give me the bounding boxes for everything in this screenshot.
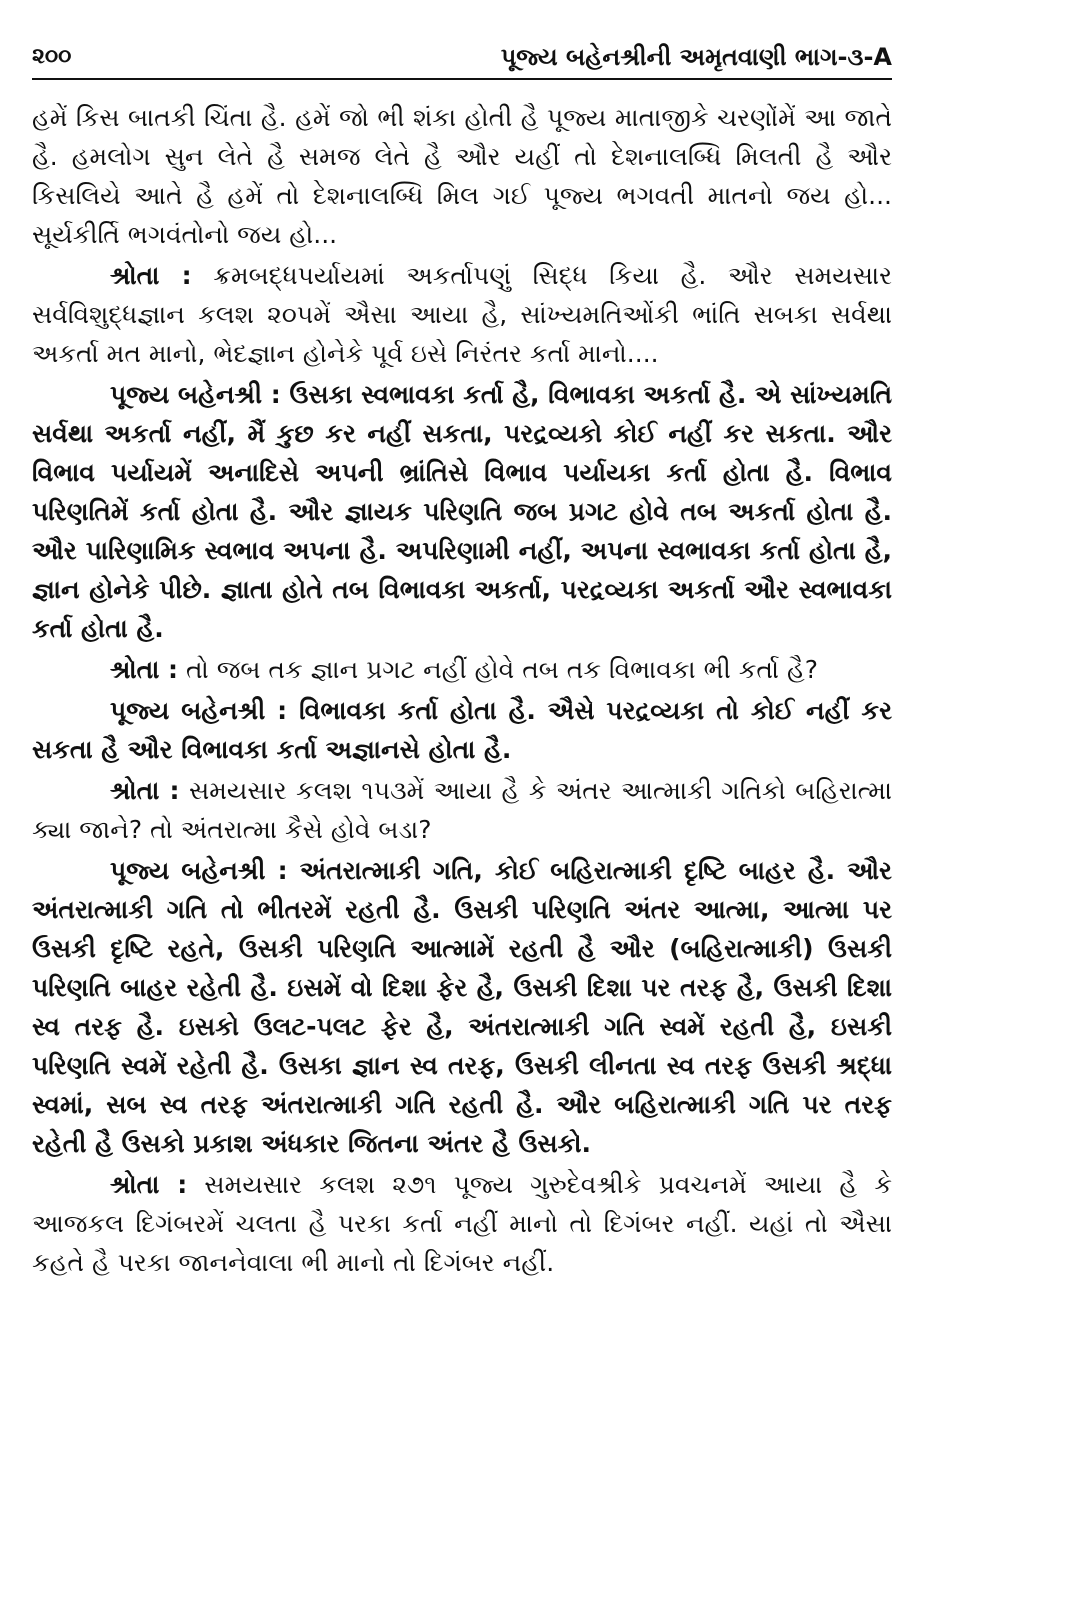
page-number: ૨૦૦ — [32, 44, 72, 69]
paragraph-text: સમયસાર કલશ ૨૭૧ પૂજ્ય ગુરુદેવશ્રીકે પ્રવચનમેં આયા હૈ કે આજકલ દિગંબરમેં ચલતા હૈ પરકા કર્તા નહીં માનો તો દિગંબર નહીં. યહાં તો ઐસા કહતે હૈ પરકા જાનનેવાલા ભી માનો તો દિગંબર નહીં. — [32, 1170, 892, 1277]
paragraph-listener-question — [32, 1165, 892, 1282]
page-body — [32, 98, 892, 1282]
paragraph-intro — [32, 98, 892, 254]
paragraph-listener-question — [32, 650, 892, 689]
running-header — [32, 40, 892, 80]
paragraph-text: ઉસકા સ્વભાવકા કર્તા હૈ, વિભાવકા અકર્તા હૈ. એ સાંખ્યમતિ સર્વથા અકર્તા નહીં, મૈં કુછ કર નહીં સકતા, પરદ્રવ્યકો કોઈ નહીં કર સકતા. ઔર વિભાવ પર્યાયમેં અનાદિસે અપની ભ્રાંતિસે વિભાવ પર્યાયકા કર્તા હોતા હૈ. વિભાવ પરિણતિમેં કર્તા હોતા હૈ. ઔર જ્ઞાયક પરિણતિ જબ પ્રગટ હોવે તબ અકર્તા હોતા હૈ. ઔર પારિણામિક સ્વભાવ અપના હૈ. અપરિણામી નહીં, અપના સ્વભાવકા કર્તા હોતા હૈ, જ્ઞાન હોનેકે પીછે. જ્ઞાતા હોતે તબ વિભાવકા અકર્તા, પરદ્રવ્યકા અકર્તા ઔર સ્વભાવકા કર્તા હોતા હૈ. — [32, 380, 893, 643]
paragraph-bahenshri-answer — [32, 691, 892, 769]
speaker-label: શ્રોતા : — [110, 655, 179, 684]
paragraph-text: અંતરાત્માકી ગતિ, કોઈ બહિરાત્માકી દૃષ્ટિ બાહર હૈ. ઔર અંતરાત્માકી ગતિ તો ભીતરમેં રહતી હૈ. ઉસકી પરિણતિ અંતર આત્મા, આત્મા પર ઉસકી દૃષ્ટિ રહતે, ઉસકી પરિણતિ આત્મામેં રહતી હૈ ઔર (બહિરાત્માકી) ઉસકી પરિણતિ બાહર રહેતી હૈ. ઇસમેં વો દિશા ફેર હૈ, ઉસકી દિશા પર તરફ હૈ, ઉસકી દિશા સ્વ તરફ હૈ. ઇસકો ઉલટ-પલટ ફેર હૈ, અંતરાત્માકી ગતિ સ્વમેં રહતી હૈ, ઇસકી પરિણતિ સ્વમેં રહેતી હૈ. ઉસકા જ્ઞાન સ્વ તરફ, ઉસકી લીનતા સ્વ તરફ ઉસકી શ્રદ્ધા સ્વમાં, સબ સ્વ તરફ અંતરાત્માકી ગતિ રહતી હૈ. ઔર બહિરાત્માકી ગતિ પર તરફ રહેતી હૈ ઉસકો પ્રકાશ અંધકાર જિતના અંતર હૈ ઉસકો. — [32, 856, 892, 1158]
paragraph-text: હમેં કિસ બાતકી ચિંતા હૈ. હમેં જો ભી શંકા હોતી હૈ પૂજ્ય માતાજીકે ચરણોંમેં આ જાતે હૈ. હમલોગ સુન લેતે હૈ સમજ લેતે હૈ ઔર યહીં તો દેશનાલબ્ધિ મિલતી હૈ ઔર કિસલિયે આતે હૈ હમેં તો દેશનાલબ્ધિ મિલ ગઈ પૂજ્ય ભગવતી માતનો જય હો... સૂર્યકીર્તિ ભગવંતોનો જય હો... — [32, 103, 892, 249]
paragraph-text: તો જબ તક જ્ઞાન પ્રગટ નહીં હોવે તબ તક વિભાવકા ભી કર્તા હૈ? — [185, 655, 819, 684]
paragraph-text: વિભાવકા કર્તા હોતા હૈ. ઐસે પરદ્રવ્યકા તો કોઈ નહીં કર સકતા હૈ ઔર વિભાવકા કર્તા અજ્ઞાનસે હોતા હૈ. — [32, 696, 892, 764]
book-page — [32, 40, 892, 1284]
speaker-label: શ્રોતા : — [110, 776, 180, 805]
speaker-label: પૂજ્ય બહેનશ્રી : — [110, 696, 288, 725]
paragraph-listener-question — [32, 256, 892, 373]
speaker-label: શ્રોતા : — [110, 1170, 188, 1199]
speaker-label: પૂજ્ય બહેનશ્રી : — [110, 856, 288, 885]
paragraph-bahenshri-answer — [32, 851, 892, 1163]
paragraph-text: ક્રમબદ્ધપર્યાયમાં અકર્તાપણું સિદ્ધ કિયા હૈ. ઔર સમયસાર સર્વવિશુદ્ધજ્ઞાન કલશ ૨૦૫મેં ઐસા આયા હૈ, સાંખ્યમતિઓંકી ભાંતિ સબકા સર્વથા અકર્તા મત માનો, ભેદજ્ઞાન હોનેકે પૂર્વ ઇસે નિરંતર કર્તા માનો.... — [32, 261, 892, 368]
speaker-label: શ્રોતા : — [110, 261, 192, 290]
speaker-label: પૂજ્ય બહેનશ્રી : — [110, 380, 281, 409]
book-title: પૂજ્ય બહેનશ્રીની અમૃતવાણી ભાગ-૩-A — [500, 43, 892, 71]
paragraph-listener-question — [32, 771, 892, 849]
paragraph-text: સમયસાર કલશ ૧૫૩મેં આયા હૈ કે અંતર આત્માકી ગતિકો બહિરાત્મા ક્યા જાને? તો અંતરાત્મા કૈસે હોવે બડા? — [32, 776, 892, 844]
paragraph-bahenshri-answer — [32, 375, 892, 648]
